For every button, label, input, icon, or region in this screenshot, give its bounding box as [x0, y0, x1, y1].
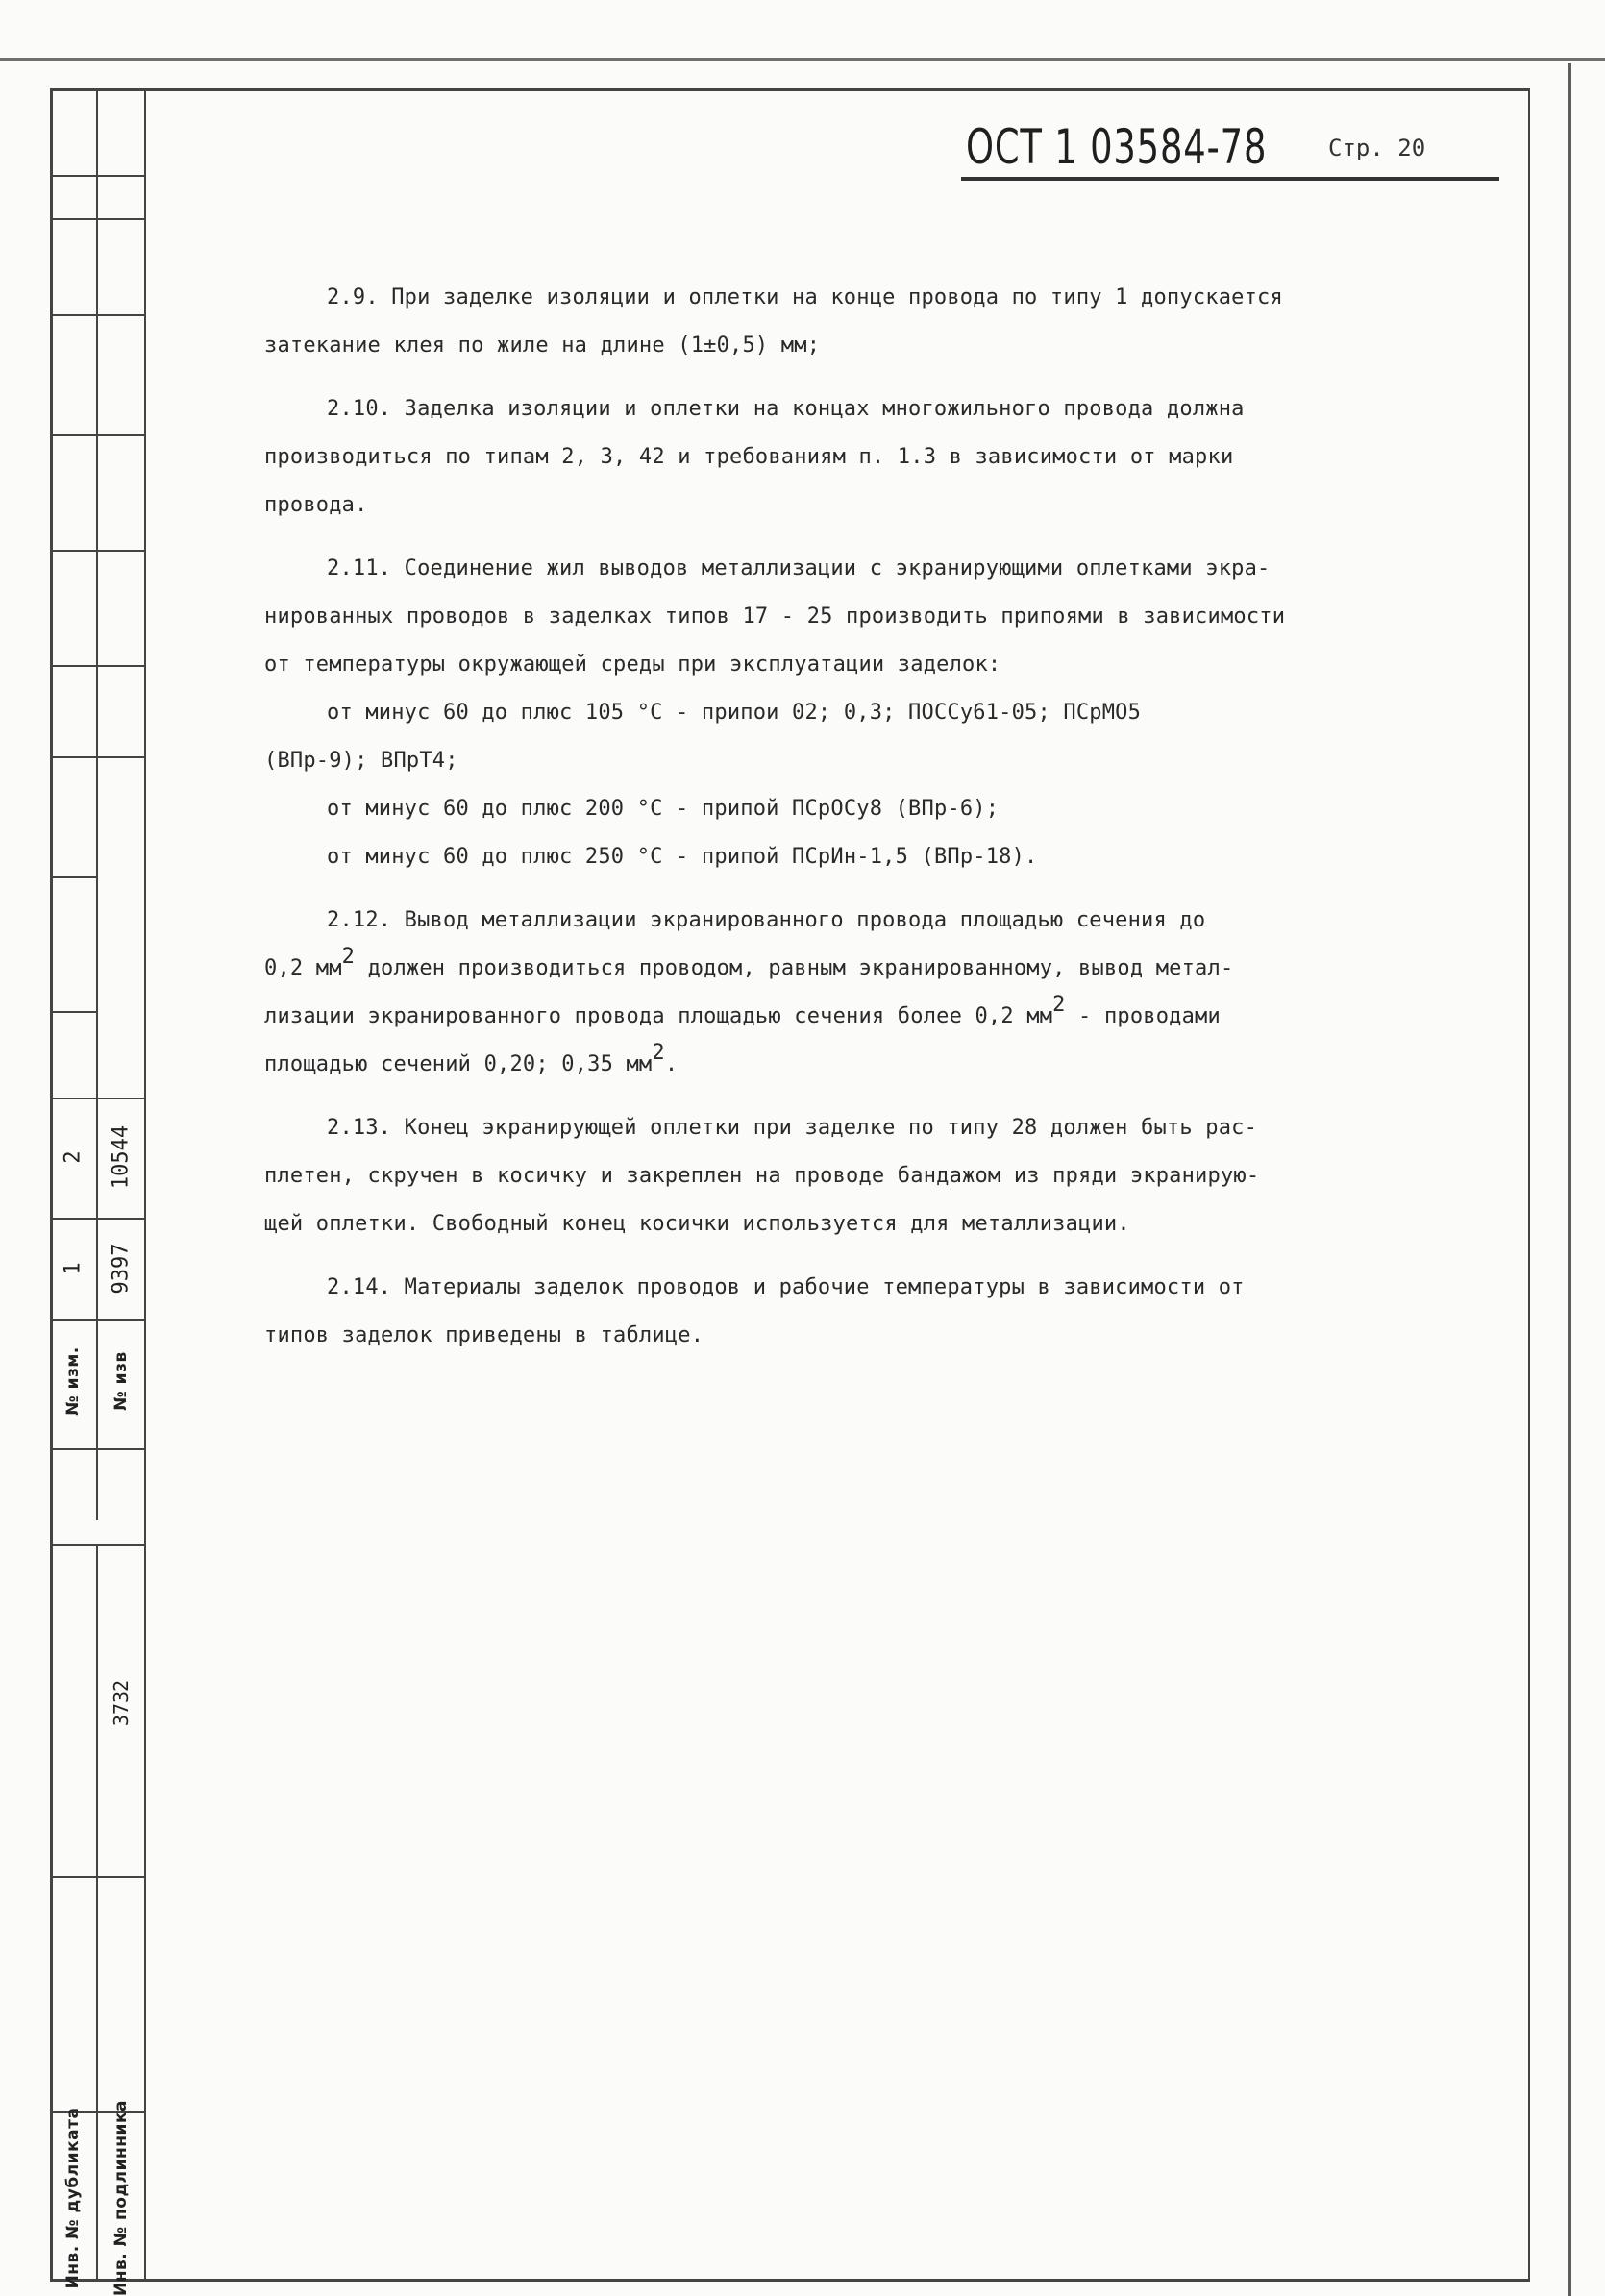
- document-body: [264, 274, 1456, 1375]
- clause-2-11: 2.11. Соединение жил выводов металлизации с экранирующими оплетками экра- нированных проводов в заделках типов 17 - 25 производить припоями в зависимости от температуры окружающей среды при эксплуатации заделок: от минус 60 до плюс 105 °С - припои 02; 0,3; ПОССу61-05; ПСрМО5 (ВПр-9); ВПрТ4; от минус 60 до плюс 200 °С - припой ПСрОСу8 (ВПр-6); от минус 60 до плюс 250 °С - припой ПСрИн-1,5 (ВПр-18).: [264, 545, 1456, 881]
- original-inventory-label: Инв. № подлинника: [111, 2100, 131, 2296]
- scan-top-edge: [0, 58, 1605, 61]
- page-number: Стр. 20: [1328, 135, 1426, 161]
- solder-range-3: от минус 60 до плюс 250 °С - припой ПСрИн-1,5 (ВПр-18).: [327, 845, 1038, 869]
- scan-right-edge: [1568, 63, 1571, 2296]
- notice-number-2: 10544: [109, 1124, 134, 1190]
- duplicate-inventory-label: Инв. № дубликата: [63, 2107, 83, 2289]
- change-number-2: 2: [61, 1150, 86, 1164]
- solder-range-1: от минус 60 до плюс 105 °С - припои 02; 0,3; ПОССу61-05; ПСрМО5: [327, 701, 1142, 725]
- clause-2-14: 2.14. Материалы заделок проводов и рабочие температуры в зависимости от типов заделок приведены в таблице.: [264, 1275, 1245, 1347]
- document-code: ОСТ 1 03584-78: [966, 119, 1268, 175]
- notice-no-label: № изв: [111, 1351, 131, 1411]
- document-header: [961, 115, 1499, 187]
- clause-2-10: 2.10. Заделка изоляции и оплетки на концах многожильного провода должна производиться по типам 2, 3, 42 и требованиям п. 1.3 в зависимости от марки провода.: [264, 397, 1245, 517]
- clause-2-9: 2.9. При заделке изоляции и оплетки на конце провода по типу 1 допускается затекание клея по жиле на длине (1±0,5) мм;: [264, 285, 1283, 358]
- original-inventory-number: 3732: [110, 1679, 133, 1727]
- clause-2-12: 2.12. Вывод металлизации экранированного провода площадью сечения до 0,2 $мм^2$ должен производиться проводом, равным экранированному, вывод метал- лизации экранированного провода площадью сечения более 0,2 $мм^2$ - проводами площадью сечений 0,20; 0,35 $мм^2$.: [264, 908, 1234, 1076]
- header-underline: [961, 177, 1499, 181]
- revision-strip: [50, 88, 146, 2296]
- change-number-1: 1: [61, 1262, 86, 1275]
- notice-number-1: 9397: [109, 1243, 134, 1295]
- clause-2-13: 2.13. Конец экранирующей оплетки при заделке по типу 28 должен быть рас- плетен, скручен в косичку и закреплен на проводе бандажом из пряди экранирую- щей оплетки. Свободный конец косички используется для металлизации.: [264, 1116, 1260, 1236]
- solder-range-2: от минус 60 до плюс 200 °С - припой ПСрОСу8 (ВПр-6);: [327, 797, 1000, 821]
- change-no-label: № изм.: [63, 1346, 83, 1416]
